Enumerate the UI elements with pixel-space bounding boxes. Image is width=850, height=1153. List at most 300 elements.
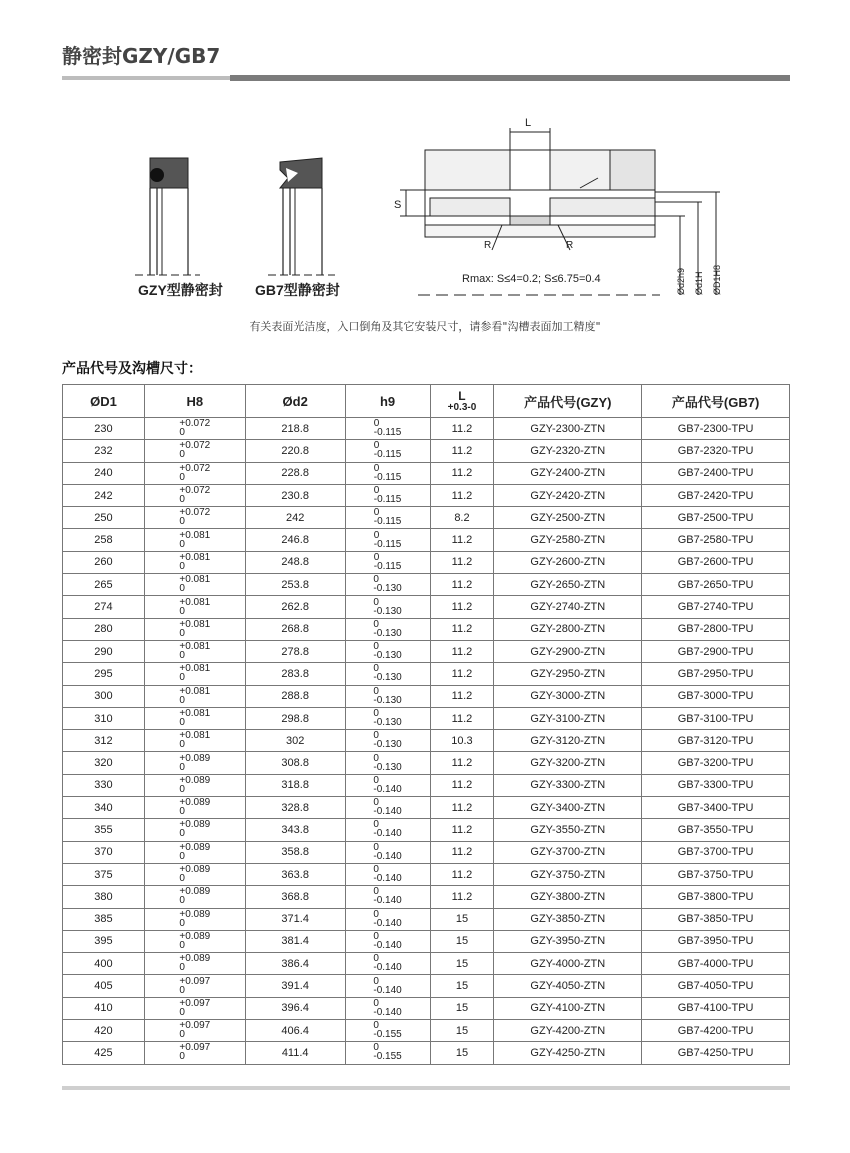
cell-gb7: GB7-2800-TPU bbox=[642, 618, 790, 640]
h8-upper: +0.097 bbox=[179, 1042, 211, 1054]
cell-gzy: GZY-3700-ZTN bbox=[494, 841, 642, 863]
cell-d1: 232 bbox=[63, 440, 145, 462]
cell-d1: 300 bbox=[63, 685, 145, 707]
cell-gzy: GZY-2950-ZTN bbox=[494, 663, 642, 685]
h8-upper: +0.072 bbox=[179, 440, 211, 452]
h9-lower: -0.140 bbox=[373, 917, 402, 929]
cell-d2: 298.8 bbox=[245, 707, 345, 729]
cell-d2: 288.8 bbox=[245, 685, 345, 707]
h9-lower: -0.140 bbox=[373, 873, 402, 885]
cell-h8 bbox=[144, 574, 245, 596]
cell-gb7: GB7-3950-TPU bbox=[642, 930, 790, 952]
cell-h8 bbox=[144, 640, 245, 662]
cell-d1: 400 bbox=[63, 953, 145, 975]
h9-upper: 0 bbox=[373, 462, 380, 474]
h8-lower: 0 bbox=[179, 1006, 185, 1018]
cell-h8 bbox=[144, 484, 245, 506]
h9-lower: -0.140 bbox=[373, 895, 402, 907]
cell-gzy: GZY-4000-ZTN bbox=[494, 953, 642, 975]
h8-lower: 0 bbox=[179, 427, 185, 439]
table-row bbox=[63, 1042, 790, 1064]
h9-upper: 0 bbox=[373, 774, 379, 786]
h9-lower: -0.155 bbox=[373, 1051, 402, 1063]
h9-upper: 0 bbox=[373, 641, 379, 653]
table-row bbox=[63, 418, 790, 440]
cell-gzy: GZY-2320-ZTN bbox=[494, 440, 642, 462]
cell-h9 bbox=[345, 640, 430, 662]
cell-l: 11.2 bbox=[430, 596, 494, 618]
cell-l: 15 bbox=[430, 1042, 494, 1064]
cell-h8 bbox=[144, 886, 245, 908]
cell-d2: 381.4 bbox=[245, 930, 345, 952]
cell-d1: 310 bbox=[63, 707, 145, 729]
cell-l: 11.2 bbox=[430, 774, 494, 796]
cell-d1: 250 bbox=[63, 507, 145, 529]
h8-upper: +0.089 bbox=[179, 752, 211, 764]
footer-rule bbox=[62, 1086, 790, 1090]
h8-lower: 0 bbox=[179, 1029, 185, 1041]
cell-l: 11.2 bbox=[430, 484, 494, 506]
cell-d2: 228.8 bbox=[245, 462, 345, 484]
h8-lower: 0 bbox=[179, 761, 185, 773]
cell-d1: 274 bbox=[63, 596, 145, 618]
cell-l: 11.2 bbox=[430, 551, 494, 573]
h9-lower: -0.130 bbox=[373, 605, 402, 617]
h8-upper: +0.072 bbox=[179, 418, 211, 430]
cell-h9 bbox=[345, 953, 430, 975]
h8-lower: 0 bbox=[179, 850, 185, 862]
table-row bbox=[63, 797, 790, 819]
h8-upper: +0.089 bbox=[179, 908, 211, 920]
h9-lower: -0.140 bbox=[373, 850, 402, 862]
cell-d1: 280 bbox=[63, 618, 145, 640]
h9-upper: 0 bbox=[373, 708, 379, 719]
h8-lower: 0 bbox=[179, 895, 185, 907]
h8-lower: 0 bbox=[179, 449, 185, 461]
cell-h8 bbox=[144, 529, 245, 551]
label-r2: R bbox=[566, 240, 574, 251]
h8-upper: +0.081 bbox=[179, 574, 211, 586]
h9-upper: 0 bbox=[373, 618, 379, 630]
cell-h9 bbox=[345, 551, 430, 573]
cell-l: 11.2 bbox=[430, 618, 494, 640]
cell-gzy: GZY-4250-ZTN bbox=[494, 1042, 642, 1064]
cell-l: 11.2 bbox=[430, 886, 494, 908]
h9-lower: -0.115 bbox=[373, 560, 402, 572]
cell-d2: 278.8 bbox=[245, 640, 345, 662]
cell-gb7: GB7-2400-TPU bbox=[642, 462, 790, 484]
cell-h8 bbox=[144, 663, 245, 685]
h9-lower: -0.115 bbox=[373, 427, 402, 439]
table-row bbox=[63, 819, 790, 841]
h8-lower: 0 bbox=[179, 516, 185, 528]
cell-h9 bbox=[345, 418, 430, 440]
h9-upper: 0 bbox=[373, 930, 379, 942]
cell-l: 8.2 bbox=[430, 507, 494, 529]
cell-h9 bbox=[345, 574, 430, 596]
h8-upper: +0.089 bbox=[179, 886, 211, 898]
cell-gzy: GZY-2650-ZTN bbox=[494, 574, 642, 596]
cell-gzy: GZY-3550-ZTN bbox=[494, 819, 642, 841]
h8-upper: +0.089 bbox=[179, 930, 211, 942]
label-big-d1: ØD1H8 bbox=[712, 264, 722, 295]
cell-d2: 283.8 bbox=[245, 663, 345, 685]
h8-upper: +0.081 bbox=[179, 596, 211, 608]
table-row bbox=[63, 529, 790, 551]
cell-d2: 230.8 bbox=[245, 484, 345, 506]
cell-gb7: GB7-3200-TPU bbox=[642, 752, 790, 774]
cell-h8 bbox=[144, 774, 245, 796]
h8-upper: +0.081 bbox=[179, 551, 211, 563]
cell-h9 bbox=[345, 685, 430, 707]
h9-lower: -0.130 bbox=[373, 627, 402, 639]
cell-d2: 391.4 bbox=[245, 975, 345, 997]
cell-gzy: GZY-2300-ZTN bbox=[494, 418, 642, 440]
h9-upper: 0 bbox=[373, 529, 380, 541]
cell-l: 11.2 bbox=[430, 863, 494, 885]
cell-gzy: GZY-3950-ZTN bbox=[494, 930, 642, 952]
table-row bbox=[63, 975, 790, 997]
h9-upper: 0 bbox=[373, 574, 379, 586]
cell-d2: 411.4 bbox=[245, 1042, 345, 1064]
cell-l: 15 bbox=[430, 930, 494, 952]
h9-upper: 0 bbox=[373, 975, 379, 987]
cell-h9 bbox=[345, 663, 430, 685]
cell-gzy: GZY-3750-ZTN bbox=[494, 863, 642, 885]
cell-d2: 302 bbox=[245, 730, 345, 752]
h8-lower: 0 bbox=[179, 650, 185, 662]
gb7-seal-drawing bbox=[268, 158, 335, 275]
table-row bbox=[63, 1020, 790, 1042]
cell-h8 bbox=[144, 596, 245, 618]
cell-l: 15 bbox=[430, 908, 494, 930]
h9-upper: 0 bbox=[373, 507, 380, 519]
h8-upper: +0.097 bbox=[179, 1020, 211, 1032]
cell-d1: 355 bbox=[63, 819, 145, 841]
cell-h9 bbox=[345, 507, 430, 529]
cell-gb7: GB7-2900-TPU bbox=[642, 640, 790, 662]
cell-d1: 380 bbox=[63, 886, 145, 908]
header-l-tolerance: +0.3-0 bbox=[447, 401, 477, 413]
header-l-label: L bbox=[458, 388, 466, 403]
h8-lower: 0 bbox=[179, 1051, 185, 1063]
cell-d2: 396.4 bbox=[245, 997, 345, 1019]
cell-gb7: GB7-3300-TPU bbox=[642, 774, 790, 796]
cell-gzy: GZY-3300-ZTN bbox=[494, 774, 642, 796]
h9-upper: 0 bbox=[373, 908, 379, 920]
cell-d2: 220.8 bbox=[245, 440, 345, 462]
h8-upper: +0.097 bbox=[179, 997, 211, 1009]
cell-gb7: GB7-3120-TPU bbox=[642, 730, 790, 752]
cell-h8 bbox=[144, 975, 245, 997]
cell-d2: 386.4 bbox=[245, 953, 345, 975]
cell-h9 bbox=[345, 440, 430, 462]
h8-lower: 0 bbox=[179, 828, 185, 840]
cell-gb7: GB7-2420-TPU bbox=[642, 484, 790, 506]
table-row bbox=[63, 774, 790, 796]
cell-h9 bbox=[345, 886, 430, 908]
h8-upper: +0.081 bbox=[179, 685, 211, 697]
cell-d2: 318.8 bbox=[245, 774, 345, 796]
cell-gb7: GB7-4000-TPU bbox=[642, 953, 790, 975]
h8-upper: +0.089 bbox=[179, 774, 211, 786]
cell-h8 bbox=[144, 551, 245, 573]
h9-lower: -0.115 bbox=[373, 471, 402, 483]
cell-gb7: GB7-2650-TPU bbox=[642, 574, 790, 596]
cell-l: 11.2 bbox=[430, 440, 494, 462]
h9-upper: 0 bbox=[373, 1042, 379, 1054]
h8-upper: +0.081 bbox=[179, 529, 211, 541]
cell-gb7: GB7-4200-TPU bbox=[642, 1020, 790, 1042]
h9-lower: -0.140 bbox=[373, 783, 402, 795]
cell-h9 bbox=[345, 707, 430, 729]
h9-upper: 0 bbox=[373, 1020, 379, 1032]
h9-upper: 0 bbox=[373, 730, 379, 742]
h8-lower: 0 bbox=[179, 984, 185, 996]
h9-lower: -0.130 bbox=[373, 583, 402, 595]
table-row bbox=[63, 640, 790, 662]
h8-lower: 0 bbox=[179, 806, 185, 818]
gzy-seal-drawing bbox=[135, 158, 200, 275]
cell-h8 bbox=[144, 908, 245, 930]
cell-d2: 218.8 bbox=[245, 418, 345, 440]
table-row bbox=[63, 997, 790, 1019]
h9-upper: 0 bbox=[373, 819, 379, 831]
table-row bbox=[63, 685, 790, 707]
h8-upper: +0.072 bbox=[179, 507, 211, 519]
table-row bbox=[63, 908, 790, 930]
cell-d2: 262.8 bbox=[245, 596, 345, 618]
table-row bbox=[63, 752, 790, 774]
cell-gzy: GZY-2800-ZTN bbox=[494, 618, 642, 640]
cell-d2: 246.8 bbox=[245, 529, 345, 551]
table-row bbox=[63, 930, 790, 952]
cell-l: 11.2 bbox=[430, 418, 494, 440]
cell-gb7: GB7-3550-TPU bbox=[642, 819, 790, 841]
spec-table bbox=[62, 384, 790, 1065]
h9-lower: -0.115 bbox=[373, 449, 402, 461]
h9-lower: -0.140 bbox=[373, 962, 402, 974]
cell-d1: 425 bbox=[63, 1042, 145, 1064]
cell-d2: 343.8 bbox=[245, 819, 345, 841]
h9-lower: -0.130 bbox=[373, 717, 402, 728]
h8-upper: +0.089 bbox=[179, 841, 211, 853]
h9-upper: 0 bbox=[373, 551, 380, 563]
cell-d1: 295 bbox=[63, 663, 145, 685]
cell-h9 bbox=[345, 908, 430, 930]
h8-lower: 0 bbox=[179, 783, 185, 795]
cell-d1: 370 bbox=[63, 841, 145, 863]
cell-gzy: GZY-2740-ZTN bbox=[494, 596, 642, 618]
cell-l: 11.2 bbox=[430, 574, 494, 596]
cell-d2: 308.8 bbox=[245, 752, 345, 774]
cell-gzy: GZY-4200-ZTN bbox=[494, 1020, 642, 1042]
h9-upper: 0 bbox=[373, 485, 380, 497]
cell-h8 bbox=[144, 997, 245, 1019]
cell-h8 bbox=[144, 707, 245, 729]
cell-gb7: GB7-4250-TPU bbox=[642, 1042, 790, 1064]
cell-l: 15 bbox=[430, 997, 494, 1019]
table-row bbox=[63, 596, 790, 618]
h9-upper: 0 bbox=[373, 418, 380, 430]
cell-d2: 248.8 bbox=[245, 551, 345, 573]
cell-l: 11.2 bbox=[430, 685, 494, 707]
cell-d2: 253.8 bbox=[245, 574, 345, 596]
cell-gb7: GB7-3700-TPU bbox=[642, 841, 790, 863]
cell-d1: 420 bbox=[63, 1020, 145, 1042]
cell-h9 bbox=[345, 484, 430, 506]
cell-gb7: GB7-4100-TPU bbox=[642, 997, 790, 1019]
cell-l: 11.2 bbox=[430, 707, 494, 729]
cell-gb7: GB7-3850-TPU bbox=[642, 908, 790, 930]
h9-lower: -0.140 bbox=[373, 806, 402, 818]
h8-upper: +0.097 bbox=[179, 975, 211, 987]
table-row bbox=[63, 440, 790, 462]
cell-d1: 260 bbox=[63, 551, 145, 573]
h8-upper: +0.072 bbox=[179, 485, 211, 497]
cell-l: 11.2 bbox=[430, 640, 494, 662]
cell-gb7: GB7-3750-TPU bbox=[642, 863, 790, 885]
cell-d2: 358.8 bbox=[245, 841, 345, 863]
cell-d2: 242 bbox=[245, 507, 345, 529]
h9-upper: 0 bbox=[373, 752, 379, 764]
h8-lower: 0 bbox=[179, 939, 185, 951]
cell-d1: 340 bbox=[63, 797, 145, 819]
h8-upper: +0.081 bbox=[179, 663, 211, 675]
title-rule-light bbox=[62, 76, 230, 80]
cell-l: 11.2 bbox=[430, 462, 494, 484]
h9-upper: 0 bbox=[373, 841, 379, 853]
header-gb7: 产品代号(GB7) bbox=[642, 385, 790, 418]
header-h8: H8 bbox=[144, 385, 245, 418]
cell-gb7: GB7-2950-TPU bbox=[642, 663, 790, 685]
h8-lower: 0 bbox=[179, 717, 185, 728]
cell-h9 bbox=[345, 1020, 430, 1042]
cell-l: 15 bbox=[430, 975, 494, 997]
h9-lower: -0.130 bbox=[373, 694, 402, 706]
section-title: 产品代号及沟槽尺寸： bbox=[62, 361, 202, 377]
header-l bbox=[430, 385, 494, 418]
h9-upper: 0 bbox=[373, 797, 379, 809]
cell-l: 11.2 bbox=[430, 663, 494, 685]
cell-gzy: GZY-2600-ZTN bbox=[494, 551, 642, 573]
gb7-caption: GB7型静密封 bbox=[255, 282, 340, 298]
label-s: S bbox=[394, 199, 402, 211]
cell-h8 bbox=[144, 819, 245, 841]
cell-d1: 385 bbox=[63, 908, 145, 930]
h9-lower: -0.140 bbox=[373, 984, 402, 996]
cell-l: 11.2 bbox=[430, 841, 494, 863]
cell-gzy: GZY-2400-ZTN bbox=[494, 462, 642, 484]
cell-h8 bbox=[144, 1020, 245, 1042]
title-rule-dark bbox=[230, 75, 790, 81]
table-header-row bbox=[63, 385, 790, 418]
seal-diagram bbox=[100, 110, 750, 310]
cell-h9 bbox=[345, 997, 430, 1019]
header-h9: h9 bbox=[345, 385, 430, 418]
cell-d2: 371.4 bbox=[245, 908, 345, 930]
groove-drawing bbox=[400, 128, 720, 295]
cell-h9 bbox=[345, 819, 430, 841]
cell-d2: 406.4 bbox=[245, 1020, 345, 1042]
cell-gzy: GZY-2580-ZTN bbox=[494, 529, 642, 551]
h8-lower: 0 bbox=[179, 739, 185, 751]
cell-gzy: GZY-3120-ZTN bbox=[494, 730, 642, 752]
cell-h9 bbox=[345, 529, 430, 551]
cell-h8 bbox=[144, 797, 245, 819]
cell-gb7: GB7-2300-TPU bbox=[642, 418, 790, 440]
cell-gb7: GB7-4050-TPU bbox=[642, 975, 790, 997]
cell-gb7: GB7-3400-TPU bbox=[642, 797, 790, 819]
header-d2: Ød2 bbox=[245, 385, 345, 418]
cell-h9 bbox=[345, 462, 430, 484]
cell-h8 bbox=[144, 930, 245, 952]
cell-gb7: GB7-2320-TPU bbox=[642, 440, 790, 462]
table-row bbox=[63, 551, 790, 573]
h8-lower: 0 bbox=[179, 627, 185, 639]
h9-upper: 0 bbox=[373, 663, 379, 675]
table-row bbox=[63, 663, 790, 685]
h9-lower: -0.115 bbox=[373, 538, 402, 550]
label-rmax: Rmax: S≤4=0.2; S≤6.75=0.4 bbox=[462, 273, 601, 285]
table-row bbox=[63, 707, 790, 729]
table-row bbox=[63, 574, 790, 596]
label-r1: R bbox=[484, 240, 492, 251]
h9-lower: -0.140 bbox=[373, 939, 402, 951]
h9-upper: 0 bbox=[373, 886, 379, 898]
h8-lower: 0 bbox=[179, 605, 185, 617]
cell-gzy: GZY-3850-ZTN bbox=[494, 908, 642, 930]
label-d2: Ød2h9 bbox=[676, 267, 686, 295]
cell-l: 15 bbox=[430, 953, 494, 975]
cell-d1: 395 bbox=[63, 930, 145, 952]
cell-d1: 375 bbox=[63, 863, 145, 885]
cell-d1: 320 bbox=[63, 752, 145, 774]
h8-lower: 0 bbox=[179, 873, 185, 885]
cell-h8 bbox=[144, 462, 245, 484]
cell-h8 bbox=[144, 953, 245, 975]
cell-h9 bbox=[345, 1042, 430, 1064]
h8-lower: 0 bbox=[179, 583, 185, 595]
table-row bbox=[63, 507, 790, 529]
table-body bbox=[63, 418, 790, 1065]
h8-lower: 0 bbox=[179, 694, 185, 706]
cell-l: 15 bbox=[430, 1020, 494, 1042]
h8-upper: +0.089 bbox=[179, 819, 211, 831]
h8-lower: 0 bbox=[179, 494, 185, 506]
h9-lower: -0.140 bbox=[373, 1006, 402, 1018]
cell-gzy: GZY-3400-ZTN bbox=[494, 797, 642, 819]
cell-h9 bbox=[345, 863, 430, 885]
cell-gb7: GB7-2600-TPU bbox=[642, 551, 790, 573]
h8-lower: 0 bbox=[179, 672, 185, 684]
cell-gb7: GB7-3800-TPU bbox=[642, 886, 790, 908]
surface-note: 有关表面光洁度，入口倒角及其它安装尺寸，请参看"沟槽表面加工精度" bbox=[249, 320, 601, 333]
cell-gzy: GZY-3200-ZTN bbox=[494, 752, 642, 774]
cell-gb7: GB7-2740-TPU bbox=[642, 596, 790, 618]
cell-d2: 363.8 bbox=[245, 863, 345, 885]
table-row bbox=[63, 618, 790, 640]
cell-d1: 312 bbox=[63, 730, 145, 752]
cell-l: 11.2 bbox=[430, 819, 494, 841]
h9-upper: 0 bbox=[373, 440, 380, 452]
cell-h8 bbox=[144, 1042, 245, 1064]
cell-h9 bbox=[345, 841, 430, 863]
cell-d2: 268.8 bbox=[245, 618, 345, 640]
label-l: L bbox=[525, 117, 532, 129]
h9-lower: -0.115 bbox=[373, 494, 402, 506]
cell-d1: 258 bbox=[63, 529, 145, 551]
